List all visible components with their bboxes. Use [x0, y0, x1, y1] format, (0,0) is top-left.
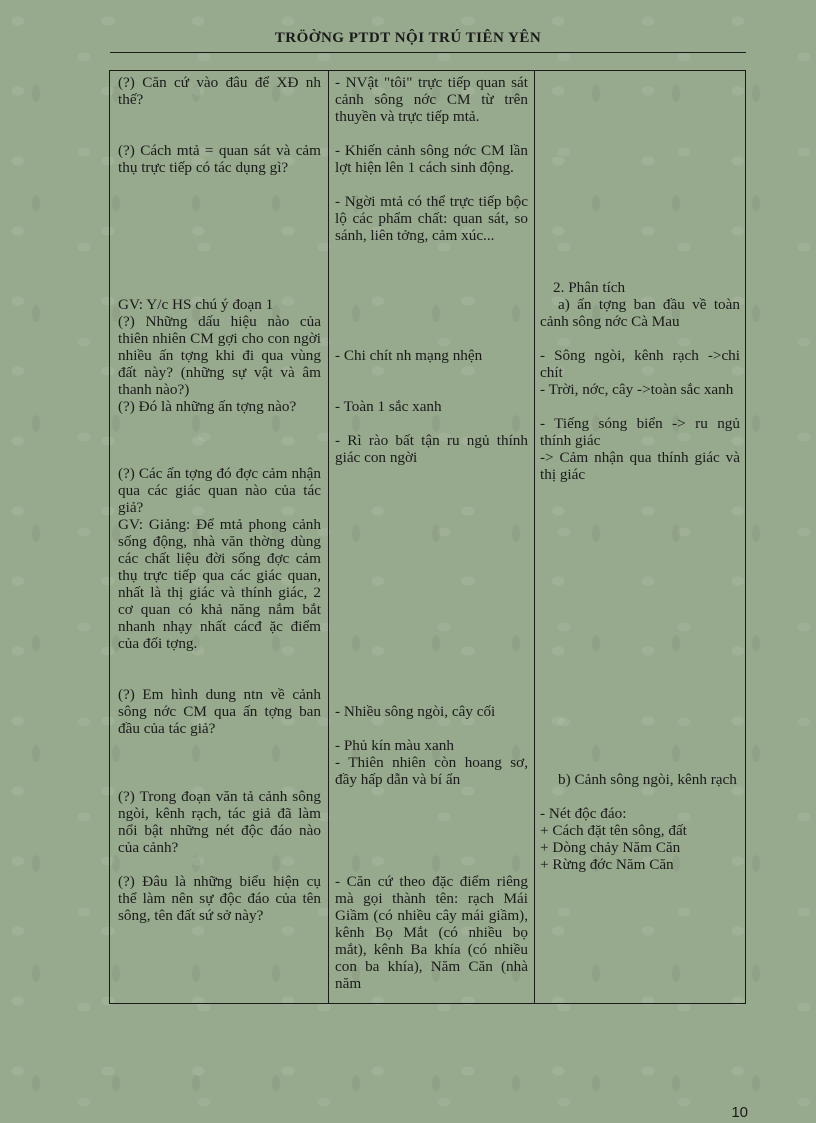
teacher-questions-column — [118, 71, 321, 1003]
question-imagine-scene: (?) Em hình dung ntn về cảnh sông nớc CM qua ấn tợng ban đầu của tác giả? — [118, 686, 321, 737]
point-perception: -> Cảm nhận qua thính giác và thị giác — [540, 449, 740, 483]
question-senses: (?) Các ấn tợng đó đợc cảm nhận qua các giác quan nào của tác giả? — [118, 465, 321, 516]
column-divider-1 — [328, 71, 329, 1003]
section-analysis-heading: 2. Phân tích — [553, 279, 626, 296]
answer-vivid-effect: - Khiến cảnh sông nớc CM lần lợt hiện lên 1 cách sinh động. — [335, 142, 528, 176]
subsection-first-impression: a) ấn tợng ban đầu về toàn cảnh sông nớc Cà Mau — [540, 296, 740, 330]
answer-naming-basis: - Căn cứ theo đặc điểm riêng mà gọi thành tên: rạch Mái Giầm (có nhiều cây mái giầm), kênh Bọ Mắt (có nhiều bọ mắt), kênh Ba khía (có nhiều con ba khía), Năm Căn (nhà năm — [335, 873, 528, 992]
lesson-content-column — [540, 71, 740, 1003]
answer-reveal-qualities: - Ngời mtả có thể trực tiếp bộc lộ các phẩm chất: quan sát, so sánh, liên tởng, cảm xúc... — [335, 193, 528, 244]
question-method-effect: (?) Cách mtả = quan sát và cảm thụ trực tiếp có tác dụng gì? — [118, 142, 321, 176]
point-unique-features: - Nét độc đáo: — [540, 805, 627, 822]
header-rule — [110, 52, 746, 53]
point-sky-water-trees: - Trời, nớc, cây ->toàn sắc xanh — [540, 381, 734, 398]
answer-endless-sound: - Rì rào bất tận ru ngủ thính giác con ngời — [335, 432, 528, 466]
question-unique-features: (?) Trong đoạn văn tả cảnh sông ngòi, kênh rạch, tác giả đã làm nổi bật những nét độc đáo nào của cảnh? — [118, 788, 321, 856]
point-naming: + Cách đặt tên sông, đất — [540, 822, 687, 839]
question-nature-signs: (?) Những dấu hiệu nào của thiên nhiên CM gợi cho con ngời nhiều ấn tợng khi đi qua vùng đất này? (những sự vật và âm thanh nào?) — [118, 313, 321, 398]
teacher-instruction-focus: GV: Y/c HS chú ý đoạn 1 — [118, 296, 274, 313]
page-header-title: TRÖỜNG PTDT NỘI TRÚ TIÊN YÊN — [274, 30, 542, 46]
point-rivers-canals: - Sông ngòi, kênh rạch ->chi chít — [540, 347, 740, 381]
question-basis: (?) Căn cứ vào đâu để XĐ nh thế? — [118, 74, 321, 108]
answer-all-green: - Toàn 1 sắc xanh — [335, 398, 442, 415]
teacher-lecture: GV: Giảng: Để mtả phong cảnh sống động, nhà văn thờng dùng các chất liệu đời sống đợc cảm thụ trực tiếp qua các giác quan, nhất là thị giác và thính giác, 2 cơ quan có khả năng nắm bắt nhanh nhạy nhất cácđ ặc điểm của đối tợng. — [118, 516, 321, 652]
point-current: + Dòng chảy Năm Căn — [540, 839, 681, 856]
page-number: 10 — [731, 1104, 748, 1121]
column-divider-2 — [534, 71, 535, 1003]
answer-dense-network: - Chi chít nh mạng nhện — [335, 347, 483, 364]
point-mangrove-forest: + Rừng đớc Năm Căn — [540, 856, 674, 873]
question-impressions: (?) Đó là những ấn tợng nào? — [118, 398, 297, 415]
answer-many-rivers: - Nhiều sông ngòi, cây cối — [335, 703, 496, 720]
student-answers-column — [335, 71, 528, 1003]
answer-covered-green: - Phủ kín màu xanh — [335, 737, 454, 754]
question-concrete-expression: (?) Đâu là những biểu hiện cụ thể làm nên sự độc đáo của tên sông, tên đất sứ sở này? — [118, 873, 321, 924]
answer-wild-nature: - Thiên nhiên còn hoang sơ, đầy hấp dẫn và bí ẩn — [335, 754, 528, 788]
subsection-rivers-canals: b) Cảnh sông ngòi, kênh rạch — [558, 771, 737, 788]
answer-direct-observation: - NVật "tôi" trực tiếp quan sát cảnh sông nớc CM từ trên thuyền và trực tiếp mtả. — [335, 74, 528, 125]
point-sea-waves: - Tiếng sóng biển -> ru ngủ thính giác — [540, 415, 740, 449]
lesson-table — [109, 70, 746, 1004]
